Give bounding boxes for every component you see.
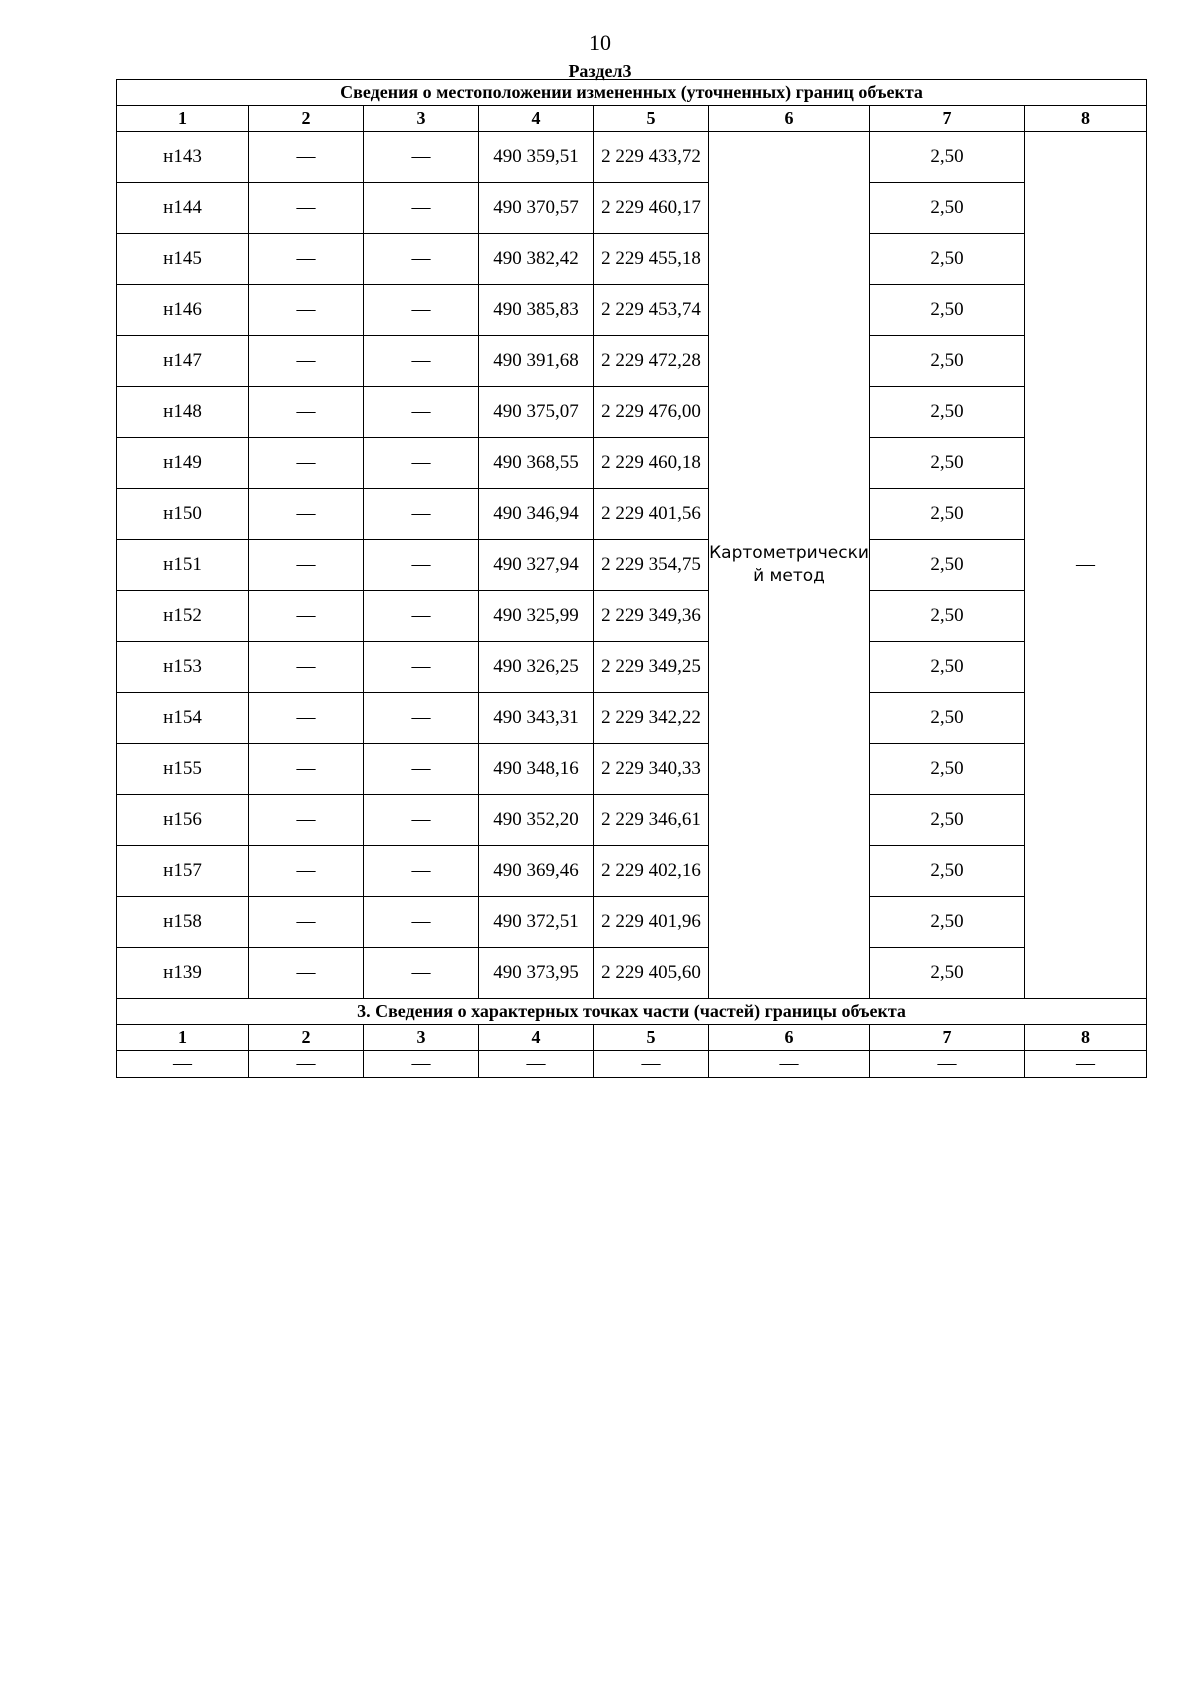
- coord-y: 2 229 472,28: [594, 336, 709, 387]
- cell-col3: —: [364, 438, 479, 489]
- point-name: н156: [117, 795, 249, 846]
- coord-y: 2 229 455,18: [594, 234, 709, 285]
- cell-col2: —: [249, 540, 364, 591]
- cell-col3: —: [364, 234, 479, 285]
- table-caption: Сведения о местоположении измененных (уточненных) границ объекта: [117, 80, 1147, 106]
- parts-column-header: 2: [249, 1025, 364, 1051]
- precision: 2,50: [870, 846, 1025, 897]
- parts-caption-row: [117, 999, 1147, 1025]
- coord-x: 490 375,07: [479, 387, 594, 438]
- table-row: [117, 846, 1147, 897]
- coord-x: 490 348,16: [479, 744, 594, 795]
- column-header: 4: [479, 106, 594, 132]
- table-row: [117, 132, 1147, 183]
- coord-x: 490 382,42: [479, 234, 594, 285]
- parts-column-header: 7: [870, 1025, 1025, 1051]
- point-name: н157: [117, 846, 249, 897]
- cell-col2: —: [249, 693, 364, 744]
- point-name: н150: [117, 489, 249, 540]
- table-row: [117, 795, 1147, 846]
- coord-x: 490 391,68: [479, 336, 594, 387]
- column-header: 6: [709, 106, 870, 132]
- cell-col3: —: [364, 948, 479, 999]
- coord-x: 490 369,46: [479, 846, 594, 897]
- coord-x: 490 372,51: [479, 897, 594, 948]
- col8-cell: —: [1025, 132, 1147, 999]
- coord-y: 2 229 340,33: [594, 744, 709, 795]
- coord-y: 2 229 433,72: [594, 132, 709, 183]
- cell-col3: —: [364, 897, 479, 948]
- parts-cell: —: [1025, 1051, 1147, 1078]
- coord-x: 490 385,83: [479, 285, 594, 336]
- precision: 2,50: [870, 591, 1025, 642]
- precision: 2,50: [870, 438, 1025, 489]
- cell-col2: —: [249, 336, 364, 387]
- coord-x: 490 325,99: [479, 591, 594, 642]
- parts-column-header-row: [117, 1025, 1147, 1051]
- point-name: н154: [117, 693, 249, 744]
- point-name: н155: [117, 744, 249, 795]
- cell-col3: —: [364, 795, 479, 846]
- coord-x: 490 343,31: [479, 693, 594, 744]
- coord-y: 2 229 402,16: [594, 846, 709, 897]
- parts-column-header: 5: [594, 1025, 709, 1051]
- parts-cell: —: [249, 1051, 364, 1078]
- method-cell: Картометрически й метод: [709, 132, 870, 999]
- cell-col2: —: [249, 234, 364, 285]
- point-name: н148: [117, 387, 249, 438]
- parts-cell: —: [479, 1051, 594, 1078]
- boundary-table: [116, 79, 1147, 1078]
- cell-col2: —: [249, 438, 364, 489]
- parts-column-header: 6: [709, 1025, 870, 1051]
- coord-y: 2 229 453,74: [594, 285, 709, 336]
- precision: 2,50: [870, 948, 1025, 999]
- table-row: [117, 897, 1147, 948]
- precision: 2,50: [870, 336, 1025, 387]
- coord-x: 490 368,55: [479, 438, 594, 489]
- coord-y: 2 229 346,61: [594, 795, 709, 846]
- cell-col3: —: [364, 591, 479, 642]
- precision: 2,50: [870, 897, 1025, 948]
- table-row: [117, 693, 1147, 744]
- column-header: 5: [594, 106, 709, 132]
- point-name: н147: [117, 336, 249, 387]
- precision: 2,50: [870, 795, 1025, 846]
- precision: 2,50: [870, 387, 1025, 438]
- coord-y: 2 229 354,75: [594, 540, 709, 591]
- cell-col3: —: [364, 540, 479, 591]
- cell-col3: —: [364, 132, 479, 183]
- cell-col3: —: [364, 285, 479, 336]
- page-number: 10: [589, 30, 611, 55]
- cell-col2: —: [249, 642, 364, 693]
- parts-column-header: 4: [479, 1025, 594, 1051]
- parts-cell: —: [364, 1051, 479, 1078]
- coord-y: 2 229 460,17: [594, 183, 709, 234]
- table-row: [117, 489, 1147, 540]
- table-row: [117, 336, 1147, 387]
- cell-col3: —: [364, 846, 479, 897]
- cell-col2: —: [249, 387, 364, 438]
- precision: 2,50: [870, 234, 1025, 285]
- coord-y: 2 229 401,96: [594, 897, 709, 948]
- coord-x: 490 373,95: [479, 948, 594, 999]
- cell-col2: —: [249, 948, 364, 999]
- parts-column-header: 3: [364, 1025, 479, 1051]
- cell-col3: —: [364, 387, 479, 438]
- precision: 2,50: [870, 540, 1025, 591]
- cell-col3: —: [364, 336, 479, 387]
- coord-x: 490 352,20: [479, 795, 594, 846]
- cell-col3: —: [364, 642, 479, 693]
- precision: 2,50: [870, 285, 1025, 336]
- cell-col2: —: [249, 489, 364, 540]
- point-name: н145: [117, 234, 249, 285]
- coord-y: 2 229 476,00: [594, 387, 709, 438]
- precision: 2,50: [870, 693, 1025, 744]
- column-header: 1: [117, 106, 249, 132]
- precision: 2,50: [870, 132, 1025, 183]
- column-header: 3: [364, 106, 479, 132]
- point-name: н146: [117, 285, 249, 336]
- coord-y: 2 229 349,36: [594, 591, 709, 642]
- parts-caption: 3. Сведения о характерных точках части (частей) границы объекта: [117, 999, 1147, 1025]
- cell-col2: —: [249, 795, 364, 846]
- coord-y: 2 229 342,22: [594, 693, 709, 744]
- section-title: Раздел3: [568, 61, 632, 81]
- table-row: [117, 642, 1147, 693]
- cell-col2: —: [249, 846, 364, 897]
- table-row: [117, 438, 1147, 489]
- table-row: [117, 744, 1147, 795]
- precision: 2,50: [870, 183, 1025, 234]
- cell-col2: —: [249, 744, 364, 795]
- point-name: н149: [117, 438, 249, 489]
- cell-col2: —: [249, 183, 364, 234]
- parts-column-header: 1: [117, 1025, 249, 1051]
- point-name: н144: [117, 183, 249, 234]
- point-name: н143: [117, 132, 249, 183]
- coord-y: 2 229 349,25: [594, 642, 709, 693]
- table-row: [117, 183, 1147, 234]
- table-row: [117, 540, 1147, 591]
- coord-x: 490 327,94: [479, 540, 594, 591]
- coord-x: 490 370,57: [479, 183, 594, 234]
- table-row: [117, 285, 1147, 336]
- coord-x: 490 346,94: [479, 489, 594, 540]
- cell-col2: —: [249, 285, 364, 336]
- cell-col2: —: [249, 897, 364, 948]
- cell-col2: —: [249, 591, 364, 642]
- table-caption-row: [117, 80, 1147, 106]
- coord-y: 2 229 405,60: [594, 948, 709, 999]
- cell-col3: —: [364, 744, 479, 795]
- parts-cell: —: [594, 1051, 709, 1078]
- coord-x: 490 359,51: [479, 132, 594, 183]
- coord-y: 2 229 401,56: [594, 489, 709, 540]
- point-name: н152: [117, 591, 249, 642]
- precision: 2,50: [870, 489, 1025, 540]
- table-row: [117, 591, 1147, 642]
- column-header: 8: [1025, 106, 1147, 132]
- precision: 2,50: [870, 744, 1025, 795]
- parts-cell: —: [117, 1051, 249, 1078]
- column-header: 2: [249, 106, 364, 132]
- parts-cell: —: [870, 1051, 1025, 1078]
- cell-col3: —: [364, 693, 479, 744]
- point-name: н139: [117, 948, 249, 999]
- table-row: [117, 948, 1147, 999]
- precision: 2,50: [870, 642, 1025, 693]
- parts-column-header: 8: [1025, 1025, 1147, 1051]
- parts-row: [117, 1051, 1147, 1078]
- cell-col2: —: [249, 132, 364, 183]
- point-name: н153: [117, 642, 249, 693]
- table-row: [117, 387, 1147, 438]
- coord-x: 490 326,25: [479, 642, 594, 693]
- cell-col3: —: [364, 183, 479, 234]
- table-row: [117, 234, 1147, 285]
- coord-y: 2 229 460,18: [594, 438, 709, 489]
- column-header: 7: [870, 106, 1025, 132]
- point-name: н151: [117, 540, 249, 591]
- column-header-row: [117, 106, 1147, 132]
- cell-col3: —: [364, 489, 479, 540]
- point-name: н158: [117, 897, 249, 948]
- parts-cell: —: [709, 1051, 870, 1078]
